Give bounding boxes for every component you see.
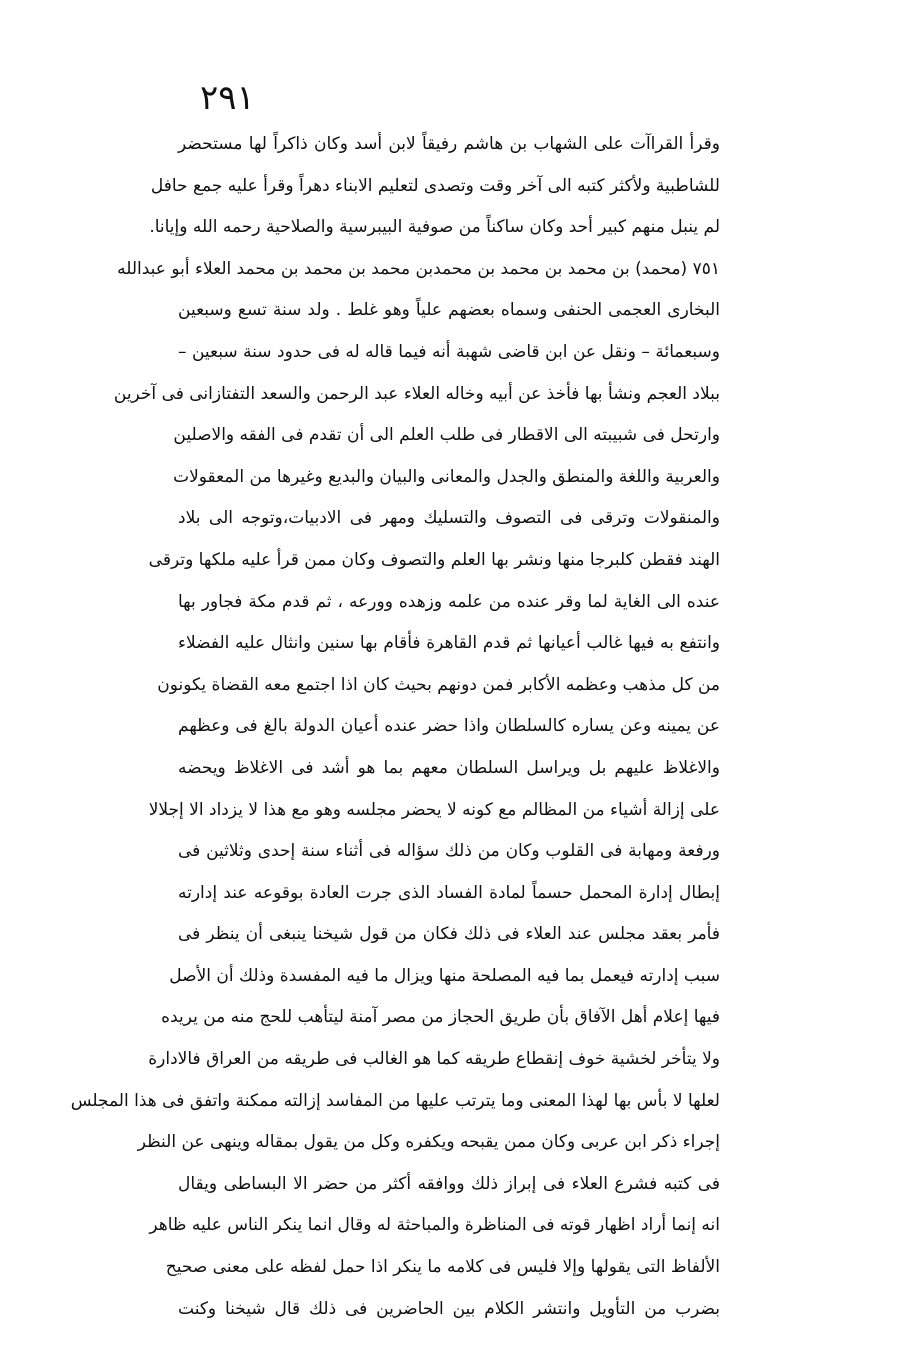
text-line: إجراء ذكر ابن عربى وكان ممن يقبحه ويكفره وكل من يقول بمقاله وينهى عن النظر bbox=[137, 1132, 720, 1153]
text-line: عن يمينه وعن يساره كالسلطان واذا حضر عنده أعيان الدولة بالغ فى وعظهم bbox=[178, 716, 720, 737]
text-line: ولا يتأخر لخشية خوف إنقطاع طريقه كما هو الغالب فى طريقه من العراق فالادارة bbox=[148, 1049, 720, 1070]
text-line: فأمر بعقد مجلس عند العلاء فى ذلك فكان من قول شيخنا ينبغى أن ينظر فى bbox=[178, 924, 720, 945]
text-line: ورفعة ومهابة فى القلوب وكان من ذلك سؤاله فى أثناء سنة إحدى وثلاثين فى bbox=[178, 841, 720, 862]
text-line: والاغلاظ عليهم بل ويراسل السلطان معهم بما هو أشد فى الاغلاظ ويحضه bbox=[178, 757, 720, 778]
text-line: انه إنما أراد اظهار قوته فى المناظرة والمباحثة له وقال انما ينكر الناس عليه ظاهر bbox=[149, 1215, 720, 1236]
text-line: وارتحل فى شبيبته الى الاقطار فى طلب العلم الى أن تقدم فى الفقه والاصلين bbox=[173, 425, 720, 446]
text-line: الهند فقطن كلبرجا منها ونشر بها العلم والتصوف وكان ممن قرأ عليه ملكها وترقى bbox=[148, 549, 720, 570]
text-line: سبب إدارته فيعمل بما فيه المصلحة منها ويزال ما فيه المفسدة وذلك أن الأصل bbox=[169, 965, 720, 986]
body-text bbox=[70, 124, 720, 1330]
entry-heading-line: ٧٥١ (محمد) بن محمد بن محمد بن محمدبن محمد بن محمد بن محمد العلاء أبو عبدالله bbox=[117, 258, 720, 279]
text-line: والمنقولات وترقى فى التصوف والتسليك ومهر فى الادبيات،وتوجه الى بلاد bbox=[178, 508, 720, 529]
text-line: وقرأ القراآت على الشهاب بن هاشم رفيقاً لابن أسد وكان ذاكراً لها مستحضر bbox=[178, 134, 720, 154]
text-line: لم ينبل منهم كبير أحد وكان ساكناً من صوفية البيبرسية والصلاحية رحمه الله وإيانا. bbox=[149, 217, 720, 238]
text-line: لعلها لا بأس بها لهذا المعنى وما يترتب عليها من المفاسد إزالته ممكنة واتفق فى هذا المجلس bbox=[70, 1090, 720, 1111]
text-line: ببلاد العجم ونشأ بها فأخذ عن أبيه وخاله العلاء عبد الرحمن والسعد التفتازانى فى آخرين bbox=[113, 383, 720, 404]
text-line: وسبعمائة – ونقل عن ابن قاضى شهبة أنه فيما قاله له فى حدود سنة سبعين – bbox=[178, 341, 720, 362]
text-line: بضرب من التأويل وانتشر الكلام بين الحاضرين فى ذلك قال شيخنا وكنت bbox=[178, 1298, 720, 1319]
text-line: للشاطبية ولأكثر كتبه الى آخر وقت وتصدى لتعليم الابناء دهراً وقرأ عليه جمع حافل bbox=[150, 175, 720, 196]
text-line: فيها إعلام أهل الآفاق بأن طريق الحجاز من مصر آمنة ليتأهب للحج منه من يريده bbox=[161, 1007, 720, 1028]
text-line: إبطال إدارة المحمل حسماً لمادة الفساد الذى جرت العادة بوقوعه عند إدارته bbox=[178, 882, 720, 903]
text-line: والعربية واللغة والمنطق والجدل والمعانى والبيان والبديع وغيرها من المعقولات bbox=[173, 466, 720, 487]
text-line: الألفاظ التى يقولها وإلا فليس فى كلامه ما ينكر اذا حمل لفظه على معنى صحيح bbox=[165, 1257, 720, 1278]
text-line: وانتفع به فيها غالب أعيانها ثم قدم القاهرة فأقام بها سنين وانثال عليه الفضلاء bbox=[178, 633, 720, 654]
text-line: البخارى العجمى الحنفى وسماه بعضهم علياً وهو غلط . ولد سنة تسع وسبعين bbox=[178, 300, 720, 321]
text-line: فى كتبه فشرع العلاء فى إبراز ذلك ووافقه أكثر من حضر الا البساطى ويقال bbox=[178, 1173, 720, 1194]
text-line: عنده الى الغاية لما وقر عنده من علمه وزهده وورعه ، ثم قدم مكة فجاور بها bbox=[178, 591, 720, 612]
page-number: ٢٩١ bbox=[200, 78, 255, 118]
text-line: من كل مذهب وعظمه الأكابر فمن دونهم بحيث كان اذا اجتمع معه القضاة يكونون bbox=[157, 674, 720, 695]
text-line: على إزالة أشياء من المظالم مع كونه لا يحضر مجلسه وهو مع هذا لا يزداد الا إجلالا bbox=[148, 799, 720, 820]
